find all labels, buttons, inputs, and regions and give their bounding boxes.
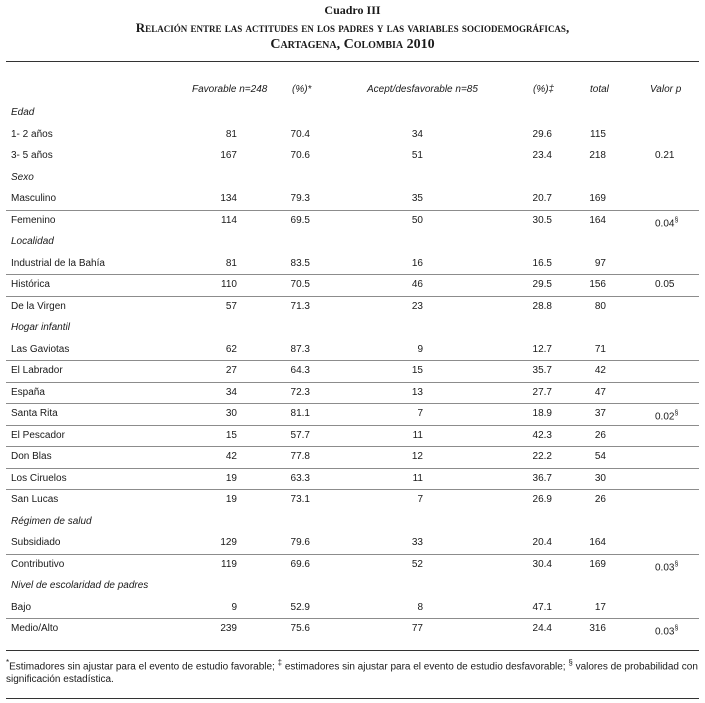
cell-total: 169 [589,193,606,204]
cell-aceptacion: 8 [417,601,423,613]
row-label: 3- 5 años [11,150,53,161]
cell-total: 218 [589,150,606,161]
cell-total: 115 [590,128,606,140]
row-divider [6,382,699,383]
p-value: 0.02 [655,411,675,423]
header-pct-aceptacion: (%)‡ [533,84,555,95]
cell-total: 156 [589,279,606,290]
cell-pct-aceptacion: 16.5 [532,257,552,269]
cell-pct-favorable: 57.7 [290,429,310,441]
cell-aceptacion: 15 [411,365,423,376]
cell-aceptacion: 33 [411,537,423,548]
cell-pct-favorable: 83.5 [290,257,310,269]
section-label: Nivel de escolaridad de padres [11,580,149,591]
cell-total: 316 [589,623,606,634]
row-divider [6,554,699,555]
row-divider [6,618,699,619]
cell-aceptacion: 9 [417,343,423,355]
cell-favorable: 57 [225,300,237,312]
significance-marker: § [674,625,679,632]
cell-pct-aceptacion: 24.4 [532,623,552,634]
cell-pct-aceptacion: 28.8 [532,300,552,312]
row-label: 1- 2 años [11,128,53,140]
footnote-text-2: estimadores sin ajustar para el evento de estudio desfavorable; [282,661,569,673]
cell-favorable: 114 [221,214,237,226]
cell-total: 169 [589,558,606,570]
row-divider [6,446,699,447]
cell-favorable: 19 [225,494,237,505]
section-label: Sexo [11,171,34,183]
cell-favorable: 119 [221,558,237,570]
p-value: 0.21 [655,150,675,161]
cell-favorable: 42 [225,451,237,462]
row-label: Masculino [11,193,57,204]
row-divider [6,360,699,361]
cell-total: 97 [594,257,606,269]
cell-pct-aceptacion: 27.7 [532,386,552,398]
row-divider [6,296,699,297]
row-label: Las Gaviotas [11,343,70,355]
row-label: San Lucas [11,494,59,505]
top-rule [6,61,699,62]
header-total: total [590,84,609,95]
footnote [6,656,705,686]
p-value: 0.04 [655,217,675,229]
row-label: España [11,386,45,398]
cell-aceptacion: 12 [411,451,423,462]
cell-favorable: 81 [225,257,237,269]
cell-aceptacion: 13 [411,386,423,398]
cell-pct-aceptacion: 23.4 [532,150,552,161]
row-label: El Pescador [11,429,65,441]
cell-total: 54 [594,451,606,462]
significance-marker: § [674,560,679,568]
cell-favorable: 34 [225,386,237,398]
cell-pct-favorable: 70.5 [290,279,310,290]
cell-aceptacion: 35 [411,193,423,204]
cell-aceptacion: 23 [411,300,423,312]
cell-valor-p [655,279,674,291]
cell-aceptacion: 46 [411,279,423,290]
cell-total: 26 [594,429,606,441]
cell-aceptacion: 51 [411,150,423,161]
footnote-text-3: valores de probabilidad con significación estadística. [6,661,698,686]
cell-total: 37 [594,408,606,419]
cell-pct-aceptacion: 47.1 [532,601,552,613]
cell-pct-favorable: 81.1 [290,408,310,419]
cell-favorable: 110 [221,279,237,290]
cell-pct-aceptacion: 20.4 [532,537,552,548]
cell-favorable: 27 [225,365,237,376]
header-aceptacion: Acept/desfavorable n=85 [367,84,478,95]
row-divider [6,489,699,490]
table-caption: Relación entre las actitudes en los padres y las variables sociodemográficas, [135,20,570,35]
cell-valor-p [655,559,678,574]
cell-favorable: 15 [225,429,237,441]
cell-favorable: 129 [220,537,237,548]
row-label: Don Blas [11,451,52,462]
row-label: De la Virgen [11,300,66,312]
cell-favorable: 9 [231,601,237,613]
cell-favorable: 81 [225,128,237,140]
cell-favorable: 134 [220,193,237,204]
footnote-marker-asterisk: * [6,658,10,667]
row-label: El Labrador [11,365,63,376]
section-label: Edad [11,107,35,118]
cell-aceptacion: 77 [411,623,423,634]
cell-total: 42 [594,365,606,376]
cell-pct-favorable: 52.9 [290,601,310,613]
cell-pct-aceptacion: 12.7 [532,343,552,355]
row-label: Histórica [11,279,50,290]
row-label: Industrial de la Bahía [11,257,105,269]
row-divider [6,403,699,404]
cell-aceptacion: 11 [412,429,423,441]
header-valor-p: Valor p [650,84,682,95]
header-pct-favorable: (%)* [292,84,312,95]
row-divider [6,468,699,469]
significance-marker: § [674,216,679,224]
cell-pct-favorable: 69.6 [290,558,310,570]
row-label: Subsidiado [11,537,61,548]
cell-valor-p [655,150,674,162]
row-divider [6,274,699,275]
footnote-text-1: Estimadores sin ajustar para el evento de estudio favorable; [9,661,278,673]
footnote-marker-section: § [568,658,573,667]
cell-favorable: 62 [225,343,237,355]
p-value: 0.03 [655,561,675,573]
cell-pct-favorable: 70.4 [290,128,310,140]
cell-pct-aceptacion: 26.9 [532,494,552,505]
cell-total: 164 [589,537,606,548]
cell-pct-aceptacion: 36.7 [532,472,552,484]
row-label: Bajo [11,601,32,613]
cell-pct-aceptacion: 30.5 [532,214,552,226]
cell-total: 26 [594,494,606,505]
cell-pct-favorable: 69.5 [290,214,310,226]
cell-favorable: 239 [220,623,237,634]
bottom-rule [6,650,699,651]
table-location: Cartagena, Colombia 2010 [270,37,435,52]
row-label: Los Ciruelos [11,472,67,484]
cell-pct-favorable: 63.3 [290,472,310,484]
cell-total: 30 [594,472,606,484]
cell-aceptacion: 16 [411,257,423,269]
table-title [0,2,705,53]
footnote-marker-double-dagger: ‡ [277,658,283,667]
cell-pct-favorable: 72.3 [290,386,310,398]
cell-pct-favorable: 79.3 [290,193,310,204]
p-value: 0.03 [655,626,675,638]
cell-pct-aceptacion: 30.4 [532,558,552,570]
p-value: 0.05 [655,279,675,290]
cell-pct-aceptacion: 29.5 [532,279,552,290]
cell-valor-p [655,215,678,230]
row-label: Femenino [11,214,56,226]
cell-total: 164 [589,214,606,226]
cell-valor-p [655,623,678,638]
cell-aceptacion: 52 [411,558,423,570]
table-number: Cuadro III [324,3,381,17]
cell-valor-p [655,408,678,423]
cell-aceptacion: 11 [412,472,423,484]
cell-aceptacion: 34 [411,128,423,140]
cell-pct-favorable: 71.3 [290,300,310,312]
cell-pct-favorable: 79.6 [290,537,310,548]
cell-pct-aceptacion: 29.6 [532,128,552,140]
row-label: Medio/Alto [11,623,59,634]
section-label: Localidad [11,236,54,247]
cell-total: 80 [594,300,606,312]
cell-pct-aceptacion: 35.7 [532,365,552,376]
cell-pct-favorable: 77.8 [290,451,310,462]
cell-total: 71 [594,343,606,355]
section-label: Hogar infantil [11,322,70,333]
cell-pct-favorable: 87.3 [290,343,310,355]
header-favorable: Favorable n=248 [192,84,268,95]
section-label: Régimen de salud [11,515,92,527]
significance-marker: § [674,410,679,417]
cell-pct-favorable: 75.6 [290,623,310,634]
cell-favorable: 167 [220,150,237,161]
cell-total: 17 [594,601,606,613]
cell-pct-favorable: 70.6 [290,150,310,161]
row-label: Contributivo [11,558,65,570]
cell-aceptacion: 7 [417,494,423,505]
cell-total: 47 [594,386,606,398]
cell-pct-aceptacion: 20.7 [532,193,552,204]
cell-pct-aceptacion: 42.3 [532,429,552,441]
cell-pct-aceptacion: 22.2 [532,451,552,462]
cell-pct-aceptacion: 18.9 [532,408,552,419]
cell-favorable: 19 [225,472,237,484]
cell-pct-favorable: 64.3 [290,365,310,376]
cell-pct-favorable: 73.1 [290,494,310,505]
row-label: Santa Rita [11,408,58,419]
cell-aceptacion: 7 [417,408,423,419]
cell-favorable: 30 [225,408,237,419]
row-divider [6,210,699,211]
footer-rule [6,698,699,699]
cell-aceptacion: 50 [411,214,423,226]
row-divider [6,425,699,426]
